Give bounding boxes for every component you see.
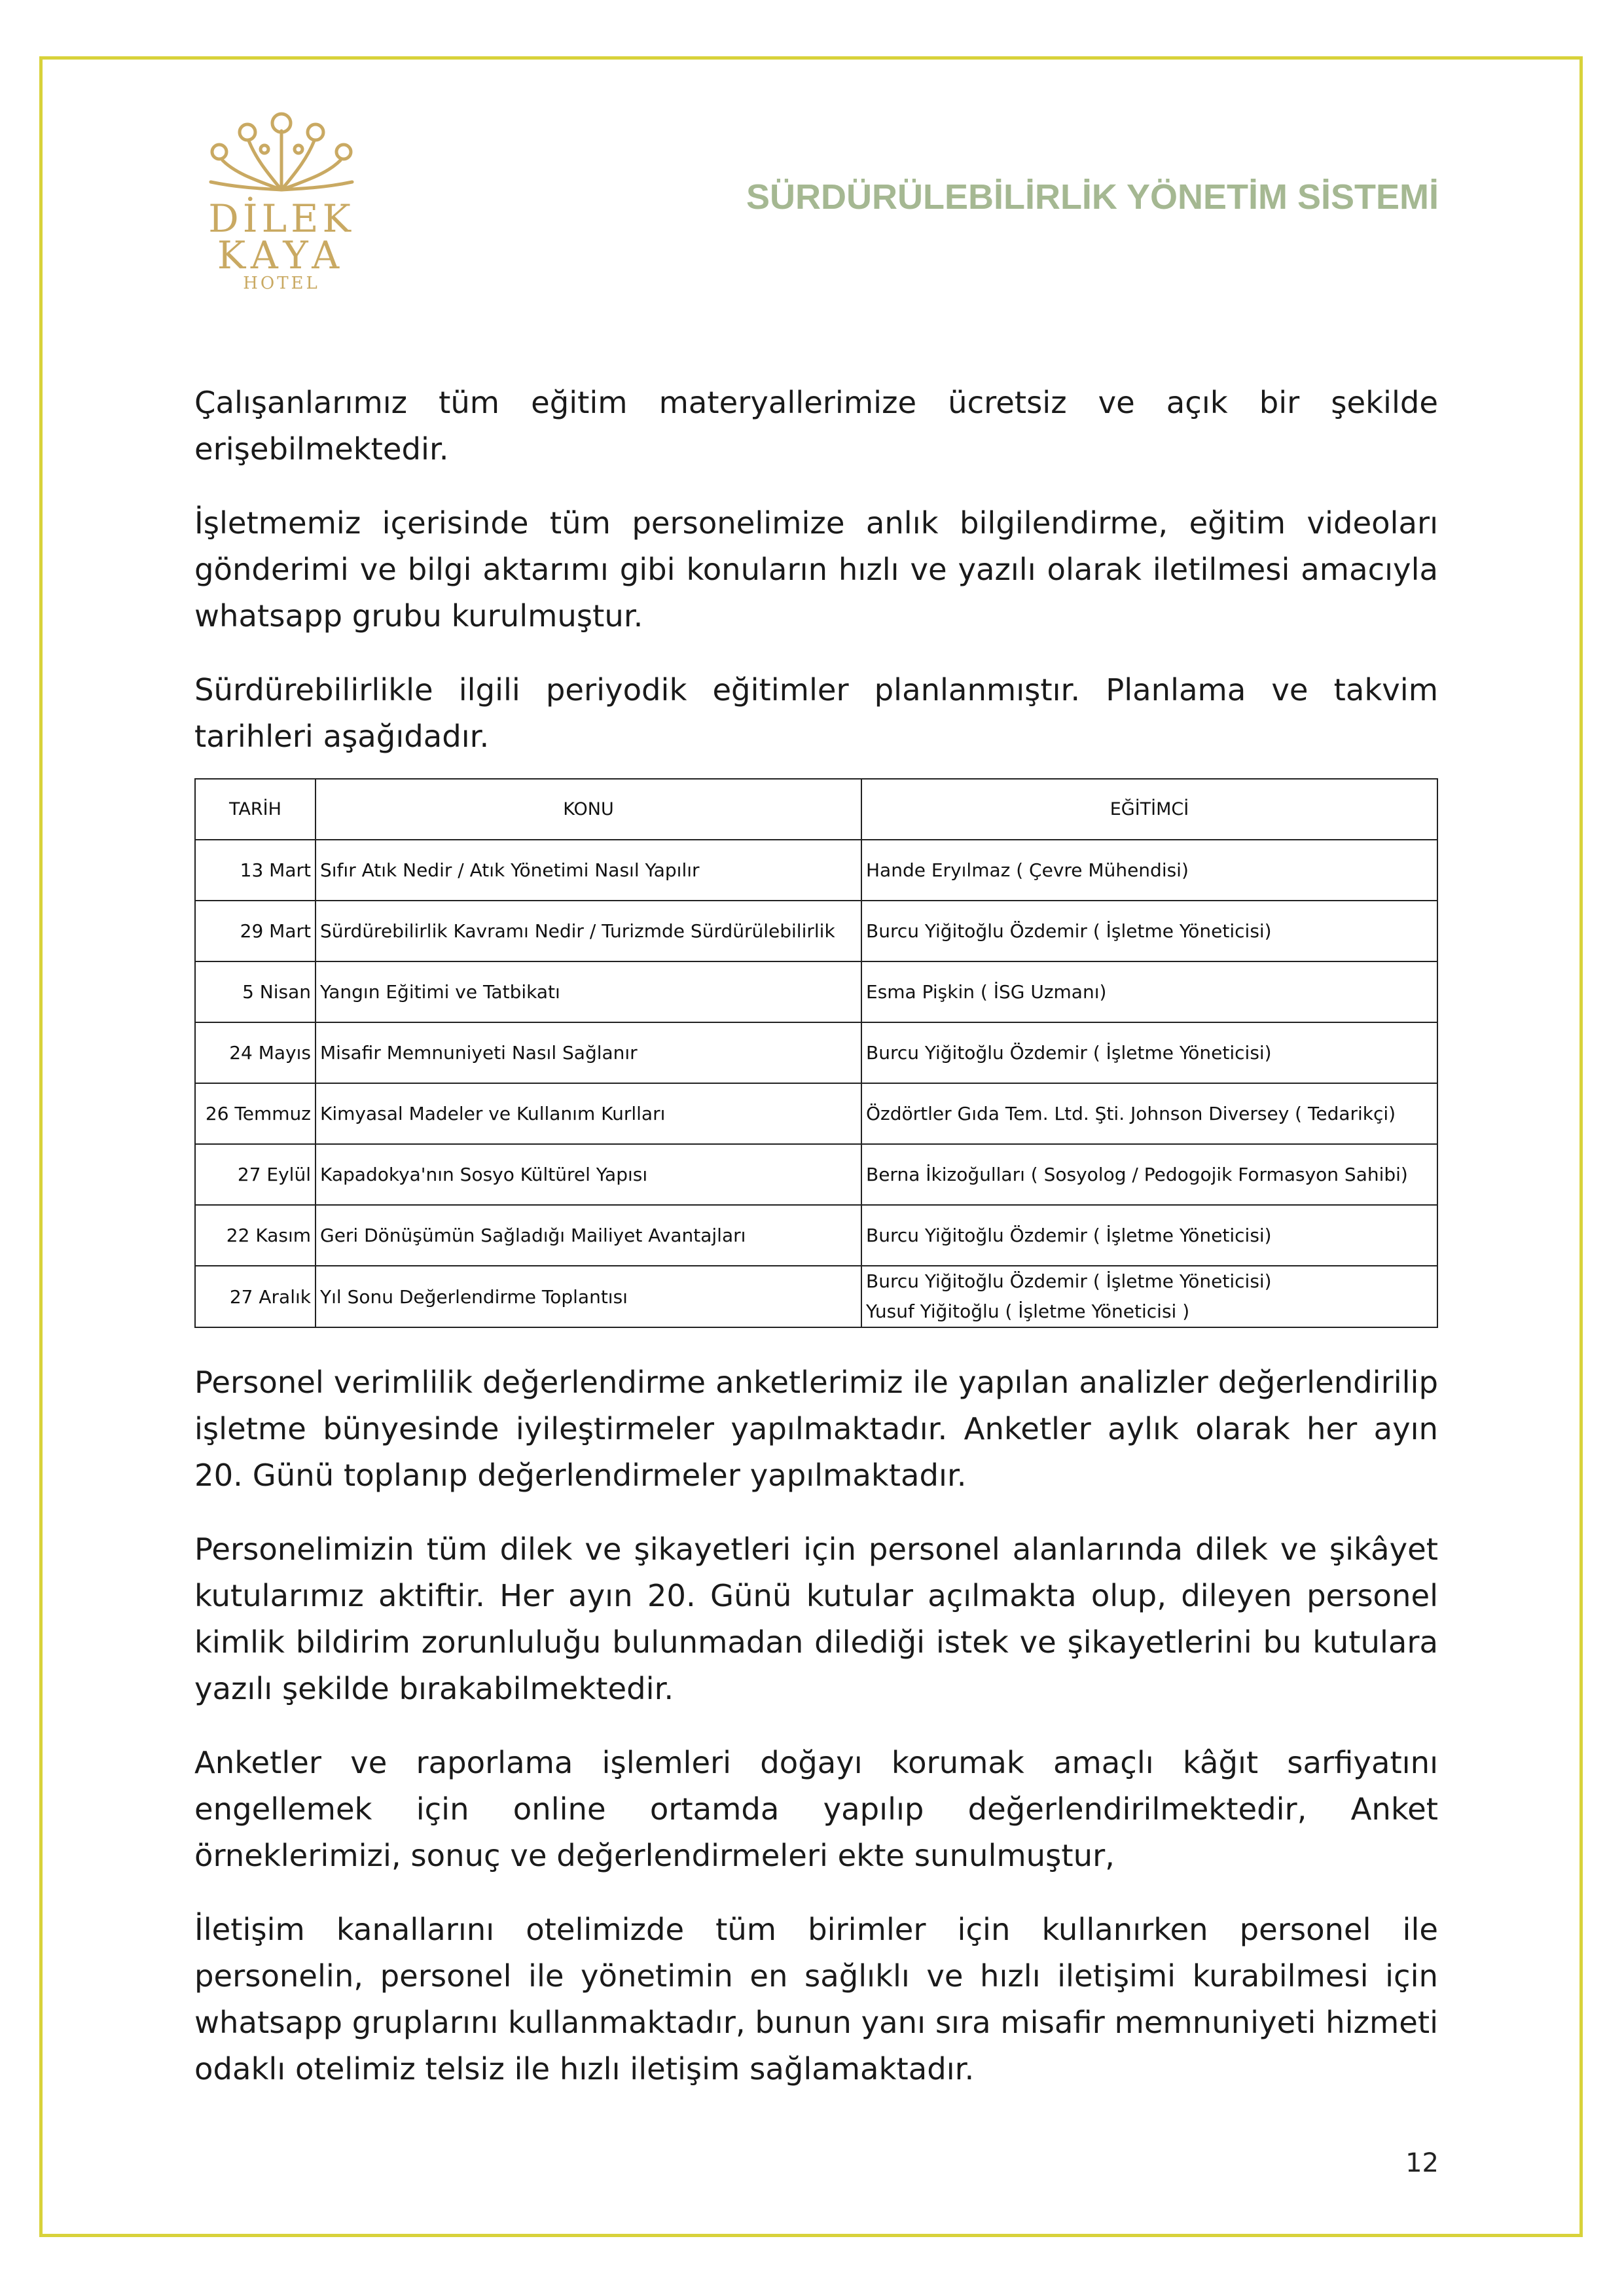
table-row <box>195 1205 1437 1266</box>
table-row <box>195 1083 1437 1144</box>
trainer-name: Burcu Yiğitoğlu Özdemir ( İşletme Yöneticisi) <box>866 920 1272 942</box>
trainer-name: Berna İkizoğulları ( Sosyolog / Pedogojik Formasyon Sahibi) <box>866 1164 1408 1185</box>
paragraph: Anketler ve raporlama işlemleri doğayı korumak amaçlı kâğıt sarfiyatını engellemek için online ortamda yapılıp değerlendirilmektedir, Anket örneklerimizi, sonuç ve değerlendirmeleri ekte sunulmuştur, <box>194 1745 1438 1873</box>
paragraph: Personel verimlilik değerlendirme anketlerimiz ile yapılan analizler değerlendirilip işletme bünyesinde iyileştirmeler yapılmaktadır. Anketler aylık olarak her ayın 20. Günü toplanıp değerlendirmeler yapılmaktadır. <box>194 1365 1438 1493</box>
trainer-name: Hande Eryılmaz ( Çevre Mühendisi) <box>866 859 1189 881</box>
column-header-date: TARİH <box>195 779 316 840</box>
table-row <box>195 1022 1437 1083</box>
cell-date: 27 Eylül <box>195 1144 316 1205</box>
column-header-topic: KONU <box>316 779 861 840</box>
trainer-name: Özdörtler Gıda Tem. Ltd. Şti. Johnson Diversey ( Tedarikçi) <box>866 1103 1396 1124</box>
cell-trainer <box>861 1083 1437 1144</box>
document-title: SÜRDÜRÜLEBİLİRLİK YÖNETİM SİSTEMİ <box>746 177 1439 217</box>
page-number: 12 <box>1405 2148 1439 2178</box>
cell-topic: Yıl Sonu Değerlendirme Toplantısı <box>316 1266 861 1327</box>
table-body <box>195 840 1437 1327</box>
cell-trainer <box>861 1266 1437 1327</box>
table-row <box>195 1266 1437 1327</box>
paragraph: İletişim kanallarını otelimizde tüm birimler için kullanırken personel ile personelin, personel ile yönetimin en sağlıklı ve hızlı iletişimi kurabilmesi için whatsapp gruplarını kullanmaktadır, bunun yanı sıra misafir memnuniyeti hizmeti odaklı otelimiz telsiz ile hızlı iletişim sağlamaktadır. <box>194 1912 1438 2087</box>
cell-topic: Kapadokya'nın Sosyo Kültürel Yapısı <box>316 1144 861 1205</box>
cell-trainer <box>861 1205 1437 1266</box>
table-row <box>195 840 1437 901</box>
trainer-name: Burcu Yiğitoğlu Özdemir ( İşletme Yöneticisi) <box>866 1270 1272 1292</box>
training-schedule-table <box>194 778 1438 1328</box>
trainer-name: Yusuf Yiğitoğlu ( İşletme Yöneticisi ) <box>866 1300 1190 1322</box>
cell-topic: Kimyasal Madeler ve Kullanım Kurlları <box>316 1083 861 1144</box>
logo-text-kaya: KAYA <box>217 233 346 278</box>
cell-trainer <box>861 840 1437 901</box>
trainer-name: Burcu Yiğitoğlu Özdemir ( İşletme Yöneticisi) <box>866 1225 1272 1246</box>
cell-date: 22 Kasım <box>195 1205 316 1266</box>
cell-date: 24 Mayıs <box>195 1022 316 1083</box>
logo-text-dilek: DİLEK <box>208 196 355 241</box>
cell-topic: Geri Dönüşümün Sağladığı Mailiyet Avantajları <box>316 1205 861 1266</box>
cell-topic: Misafir Memnuniyeti Nasıl Sağlanır <box>316 1022 861 1083</box>
table-row <box>195 1144 1437 1205</box>
column-header-trainer: EĞİTİMCİ <box>861 779 1437 840</box>
sun-ornament-icon <box>196 105 367 196</box>
trainer-name: Burcu Yiğitoğlu Özdemir ( İşletme Yöneticisi) <box>866 1042 1272 1064</box>
cell-topic: Sıfır Atık Nedir / Atık Yönetimi Nasıl Yapılır <box>316 840 861 901</box>
paragraph: Çalışanlarımız tüm eğitim materyallerimize ücretsiz ve açık bir şekilde erişebilmektedir. <box>194 385 1438 467</box>
cell-trainer <box>861 1022 1437 1083</box>
logo-text-hotel: HOTEL <box>243 274 320 293</box>
cell-date: 29 Mart <box>195 901 316 961</box>
table-header-row <box>195 779 1437 840</box>
cell-topic: Yangın Eğitimi ve Tatbikatı <box>316 961 861 1022</box>
table-row <box>195 961 1437 1022</box>
paragraph: İşletmemiz içerisinde tüm personelimize anlık bilgilendirme, eğitim videoları gönderimi ve bilgi aktarımı gibi konuların hızlı ve yazılı olarak iletilmesi amacıyla whatsapp grubu kurulmuştur. <box>194 505 1438 634</box>
hotel-logo <box>196 105 367 293</box>
paragraph: Personelimizin tüm dilek ve şikayetleri için personel alanlarında dilek ve şikâyet kutularımız aktiftir. Her ayın 20. Günü kutular açılmakta olup, dileyen personel kimlik bildirim zorunluluğu bulunmadan dilediği istek ve şikayetlerini bu kutulara yazılı şekilde bırakabilmektedir. <box>194 1532 1438 1706</box>
cell-topic: Sürdürebilirlik Kavramı Nedir / Turizmde Sürdürülebilirlik <box>316 901 861 961</box>
cell-date: 5 Nisan <box>195 961 316 1022</box>
cell-trainer <box>861 961 1437 1022</box>
document-body <box>194 380 1438 2120</box>
table-row <box>195 901 1437 961</box>
trainer-name: Esma Pişkin ( İSG Uzmanı) <box>866 981 1107 1003</box>
cell-date: 27 Aralık <box>195 1266 316 1327</box>
cell-date: 26 Temmuz <box>195 1083 316 1144</box>
cell-date: 13 Mart <box>195 840 316 901</box>
cell-trainer <box>861 1144 1437 1205</box>
paragraph: Sürdürebilirlikle ilgili periyodik eğitimler planlanmıştır. Planlama ve takvim tarihleri aşağıdadır. <box>194 672 1438 754</box>
cell-trainer <box>861 901 1437 961</box>
